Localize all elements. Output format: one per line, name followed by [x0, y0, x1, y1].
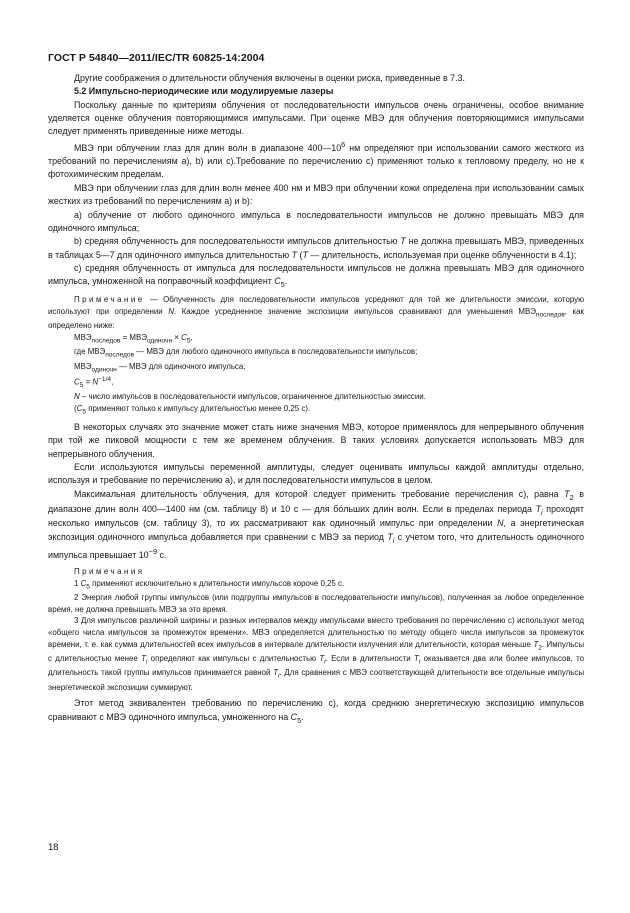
list-item-c: с) средняя облученность от импульса для последовательности импульсов не должна превышать МВЭ для одиночного импульса, умноженной на поправочный коэффициент $С_5$.: [48, 263, 584, 290]
note-item-1: 1 $С_5$ применяют исключительно к длительности импульсов короче 0,25 с.: [74, 578, 345, 591]
paragraph-7: Этот метод эквивалентен требованию по перечислению с), когда среднюю энергетическую экспозицию импульсов сравнивают с МВЭ одиночного импульса, умноженного на $С_5$.: [48, 698, 584, 725]
paragraph-4: В некоторых случаях это значение может стать ниже значения МВЭ, которое применялось для непрерывного облучения при той же пиковой мощности с тем же временем облучения. В таких условиях допускается использовать МВЭ для непрерывного облучения.: [48, 421, 584, 459]
paragraph-6: Максимальная длительность облучения, для которой следует применить требование перечисления с), равна $Т_2$ в диапазоне длин волн 400—1400 нм (см. таблицу 8) и 10 с — для бо́льших длин волн. Если в пределах периода $T_i$ проходят несколько импульсов (см. таблицу 3), то их рассматривают как одиночный импульс при определении N, а энергетическая экспозиция одиночного импульса добавляется при сравнении с МВЭ за период $T_i$ с учетом того, что длительность одиночного импульса превышает $10^{-9}$ с.: [48, 488, 585, 560]
formula-line-2: где $МВЭ_{последов}$ — МВЭ для любого одиночного импульса в последовательности импульсов;: [74, 347, 418, 359]
formula-line-4: $С_5 = N^{-1/4}$,: [74, 375, 114, 390]
notes-label: Примечания: [74, 567, 145, 577]
paragraph-5: Если используются импульсы переменной амплитуды, следует оценивать импульсы каждой амплитуды отдельно, используя и требование по перечислению а), и для последовательности импульсов в целом.: [48, 461, 584, 486]
formula-line-6: ($С_5$ применяют только к импульсу длительностью менее 0,25 с).: [74, 403, 311, 416]
formula-line-1: $МВЭ_{последов} = МВЭ_{одиночн} \times С_5$,: [74, 332, 193, 345]
list-item-b: b) средняя облученность для последовательности импульсов длительностью Т не должна превышать МВЭ, приведенных в таблицах 5—7 для одиночного импульса длительностью Т (Т — длительность, используемая при оценке облученности в 4.1);: [48, 236, 584, 260]
note-item-3: 3 Для импульсов различной ширины и разных интервалов между импульсами вместо требования по перечислению с) используют метод «общего числа импульсов за промежуток времени». МВЭ определяется длительностью по методу общего числа импульсов за промежуток времени, т. е. как сумма длительностей всех импульсов в интервале длительности излучения или длительности, которая меньше $Т_2$. Импульсы с длительностью менее $T_i$ определяют как импульсы с длительностью $T_i$. Если в длительности $T_i$ оказывается два или более импульсов, то длительность такой группы импульсов принимается равной $T_i$. Для сравнения с МВЭ соответствующей длительности все отдельные импульсы энергетической экспозиции суммируют.: [48, 616, 585, 692]
paragraph-intro: Другие соображения о длительности облучения включены в оценки риска, приведенные в 7.3.: [74, 73, 465, 83]
note-1: Примечание — Облученность для последовательности импульсов усредняют для той же длительности эмиссии, которую используют при определении N. Каждое усредненное значение экспозиции импульсов сравнивают для уменьшения $МВЭ_{последов}$, как определено ниже:: [48, 295, 584, 331]
paragraph-1: Поскольку данные по критериям облучения от последовательности импульсов очень ограничены, особое внимание уделяется оценке облучения повторяющимися импульсами. При оценке МВЭ для облучения повторяющимися импульсами следует применять приведенные ниже методы.: [48, 99, 584, 137]
list-item-a: а) облучение от любого одиночного импульса в последовательности импульсов не должно превышать МВЭ для одиночного импульса;: [48, 209, 584, 233]
note-item-2: 2 Энергия любой группы импульсов (или подгруппы импульсов в последовательности импульсов), полученная за любое определенное время, не должна превышать МВЭ за это время.: [48, 593, 584, 614]
document-body: [48, 72, 584, 726]
formula-line-3: $МВЭ_{одиночн}$ — МВЭ для одиночного импульса;: [74, 361, 246, 374]
page-number: 18: [48, 842, 59, 853]
section-heading: 5.2 Импульсно-периодические или модулируемые лазеры: [74, 86, 334, 97]
paragraph-2: МВЭ при облучении глаз для длин волн в диапазоне $400—10^6$ нм определяют при использовании самого жесткого из требований по перечислениям а), b) или с).Требование по перечислению с) применяют только к тепловому пределу, но не к фотохимическим пределам.: [48, 139, 584, 180]
formula-line-5: N – число импульсов в последовательности импульсов, ограниченное длительностью эмиссии.: [74, 391, 426, 401]
document-header: ГОСТ Р 54840—2011/IEC/TR 60825-14:2004: [48, 52, 265, 64]
paragraph-3: МВЭ при облучении глаз для длин волн менее 400 нм и МВЭ при облучении кожи определена при использовании самых жестких из требований по перечислениям а) и b):: [48, 182, 584, 207]
